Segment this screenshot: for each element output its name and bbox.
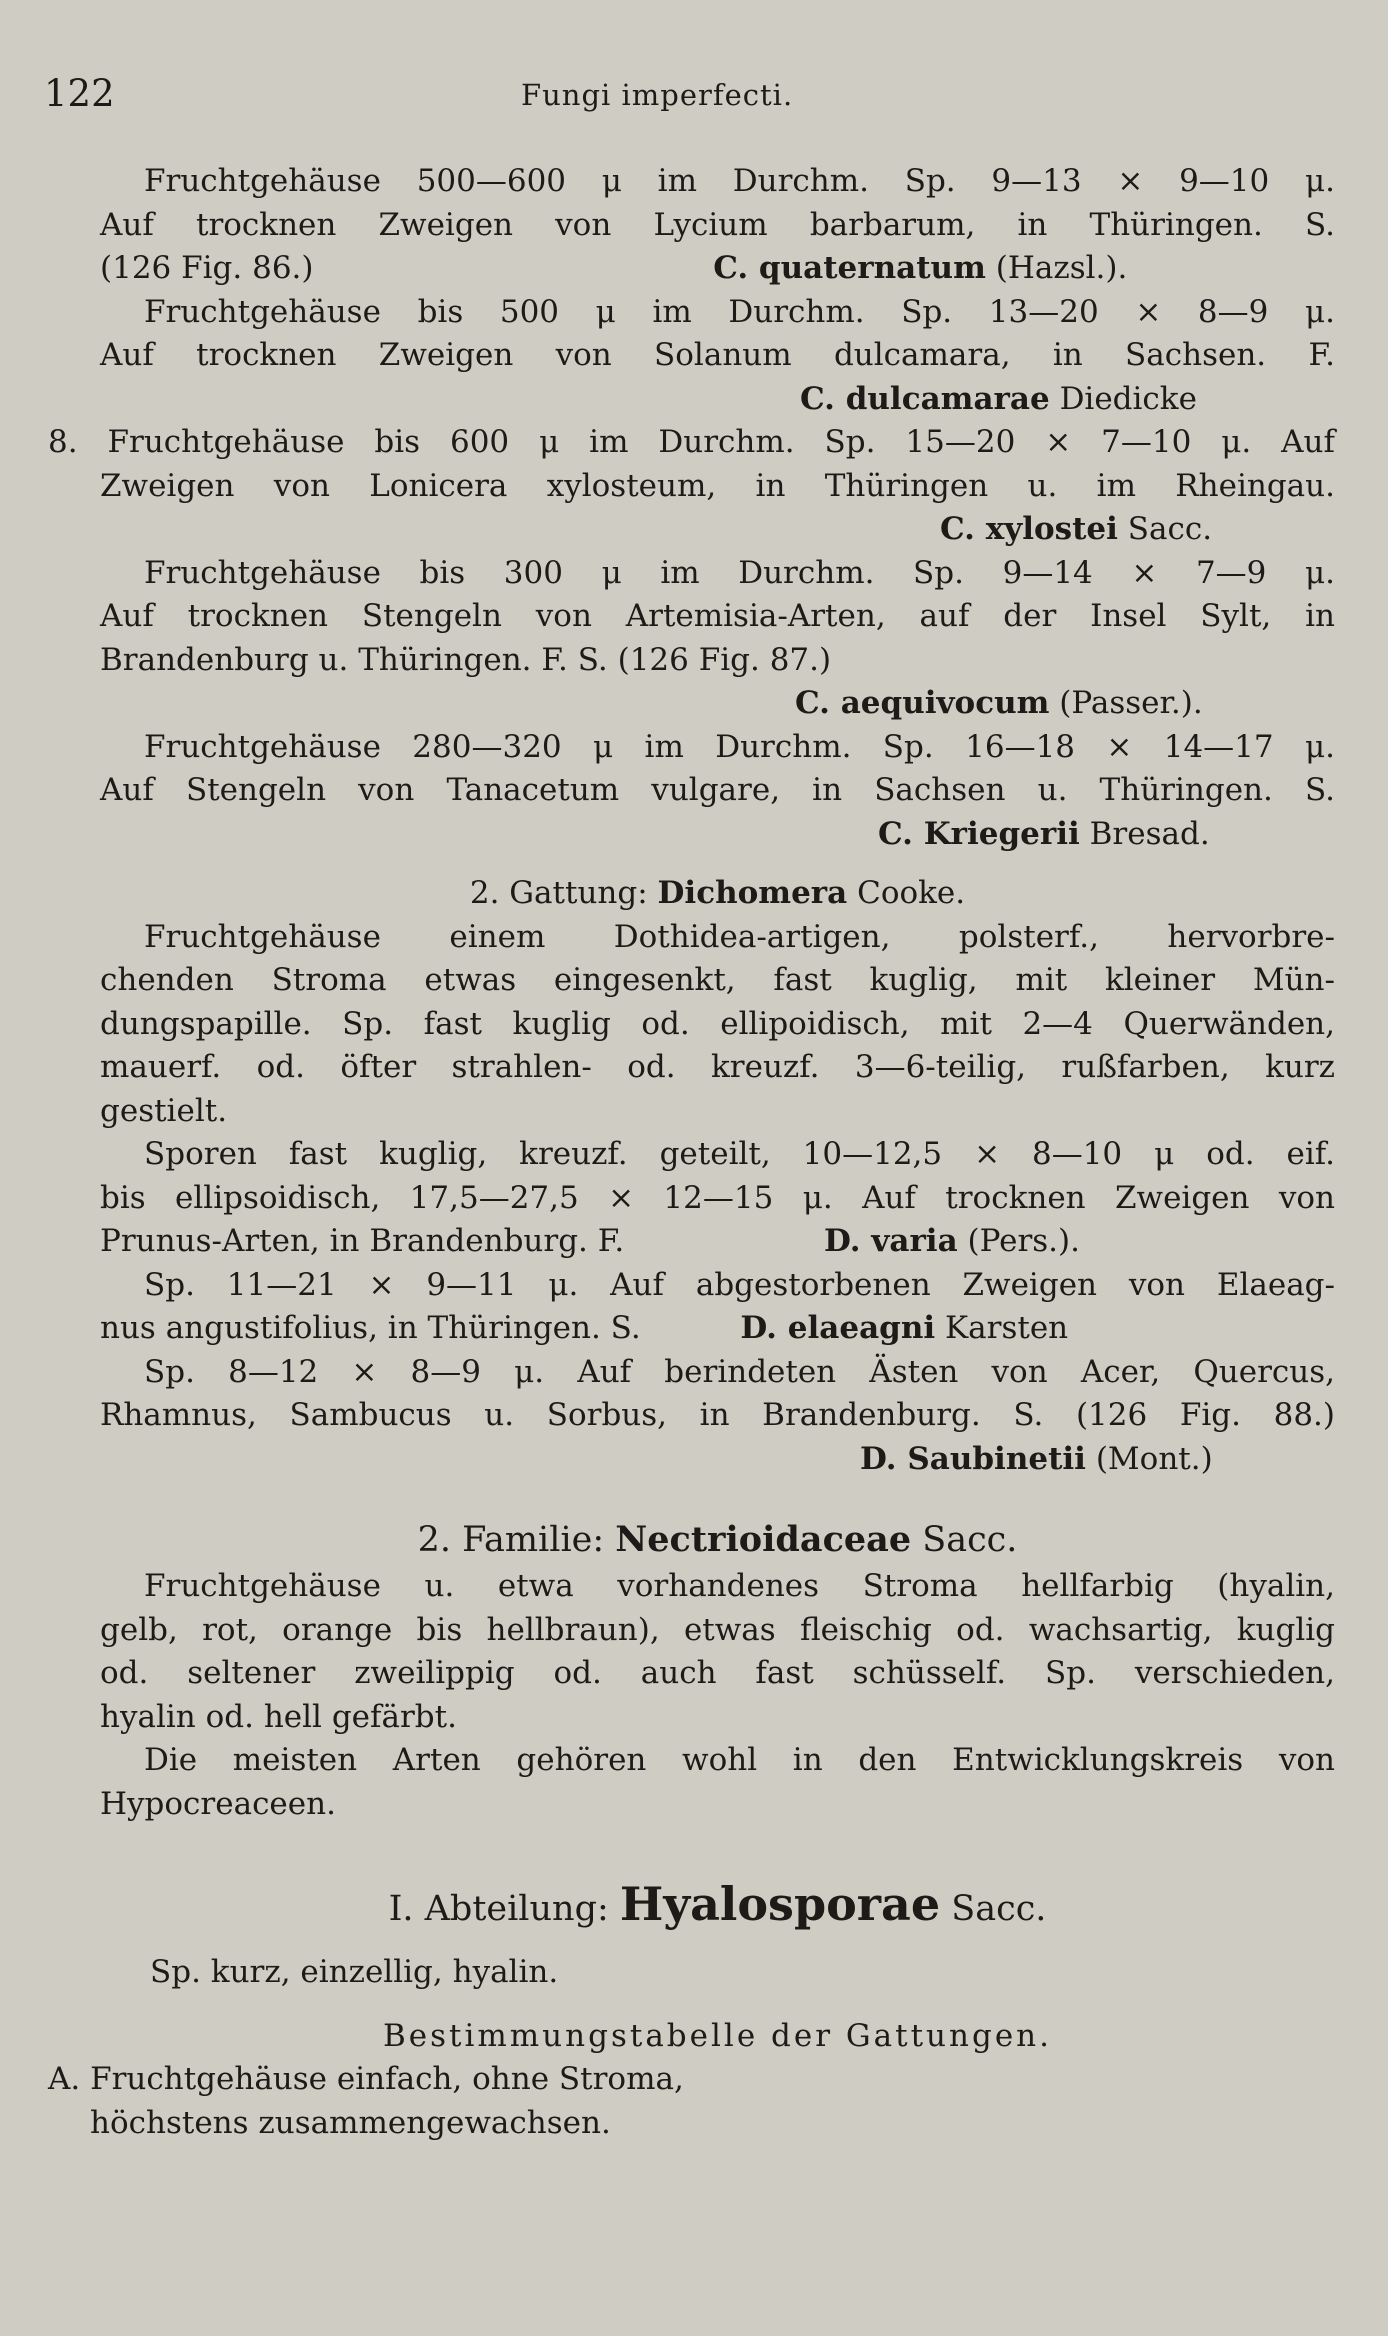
species-line: [100, 1438, 1335, 1482]
text-line: Brandenburg u. Thüringen. F. S. (126 Fig. 87.): [100, 641, 832, 678]
key-table-title: Bestimmungstabelle der Gattungen.: [382, 2017, 1052, 2054]
key-line-8: 8. Fruchtgehäuse bis 600 μ im Durchm. Sp. 15—20 × 7—10 μ. Auf: [48, 424, 1335, 460]
text-line: Zweigen von Lonicera xylosteum, in Thüringen u. im Rheingau.: [100, 467, 1335, 504]
text-line: Sp. kurz, einzellig, hyalin.: [150, 1954, 559, 1990]
text-line: hyalin od. hell gefärbt.: [100, 1698, 457, 1735]
text-line: nus angustifolius, in Thüringen. S. D. elaeagni Karsten: [100, 1310, 1069, 1346]
text-line: Hypocreaceen.: [100, 1785, 336, 1822]
text-line: Auf trocknen Zweigen von Solanum dulcamara, in Sachsen. F.: [100, 337, 1335, 373]
key-line-a: A. Fruchtgehäuse einfach, ohne Stroma,: [48, 2061, 684, 2097]
species-name: D. varia: [824, 1223, 958, 1259]
text-line: od. seltener zweilippig od. auch fast schüsself. Sp. verschieden,: [100, 1655, 1335, 1691]
text-line: Fruchtgehäuse einem Dothidea-artigen, polsterf., hervorbre-: [144, 918, 1335, 955]
species-name: C. quaternatum: [713, 250, 986, 286]
text-line: Fruchtgehäuse bis 300 μ im Durchm. Sp. 9—14 × 7—9 μ.: [144, 554, 1335, 591]
species-name: C. dulcamarae: [800, 380, 1050, 417]
species-line: [100, 378, 1335, 422]
text-line: gestielt.: [100, 1092, 228, 1129]
text-line: Rhamnus, Sambucus u. Sorbus, in Brandenburg. S. (126 Fig. 88.): [100, 1397, 1335, 1433]
species-name: C. xylostei: [940, 511, 1118, 547]
species-line: [100, 508, 1335, 552]
text-line: mauerf. od. öfter strahlen- od. kreuzf. 3—6-teilig, rußfarben, kurz: [100, 1049, 1335, 1085]
text-line: gelb, rot, orange bis hellbraun), etwas fleischig od. wachsartig, kuglig: [100, 1611, 1335, 1648]
text-line: Auf trocknen Stengeln von Artemisia-Arten, auf der Insel Sylt, in: [100, 598, 1335, 634]
species-name: D. elaeagni: [740, 1310, 936, 1346]
running-title: Fungi imperfecti.: [521, 78, 794, 112]
text-line: Fruchtgehäuse 280—320 μ im Durchm. Sp. 16—18 × 14—17 μ.: [144, 728, 1335, 765]
text-line: Prunus-Arten, in Brandenburg. F. D. varia (Pers.).: [100, 1223, 1080, 1259]
page-body: [48, 160, 1335, 2145]
text-line: Sp. 8—12 × 8—9 μ. Auf berindeten Ästen von Acer, Quercus,: [144, 1353, 1335, 1390]
species-name: C. Kriegerii: [878, 815, 1080, 852]
species-author: (Hazsl.).: [995, 250, 1128, 286]
page-header: [44, 72, 1328, 122]
species-line: [100, 813, 1335, 857]
text-line: Sp. 11—21 × 9—11 μ. Auf abgestorbenen Zweigen von Elaeag-: [144, 1266, 1335, 1303]
text-line: höchstens zusammengewachsen.: [90, 2104, 611, 2141]
page-number: 122: [44, 72, 115, 115]
species-name: D. Saubinetii: [860, 1440, 1086, 1477]
text-line: Auf trocknen Zweigen von Lycium barbarum, in Thüringen. S.: [100, 206, 1335, 243]
species-author: Karsten: [945, 1310, 1069, 1346]
text-line: Auf Stengeln von Tanacetum vulgare, in Sachsen u. Thüringen. S.: [100, 772, 1335, 808]
genus-heading: 2. Gattung: Dichomera Cooke.: [469, 875, 966, 911]
species-name: C. aequivocum: [795, 685, 1050, 721]
text-line: Sporen fast kuglig, kreuzf. geteilt, 10—12,5 × 8—10 μ od. eif.: [144, 1136, 1335, 1172]
species-author: (Pers.).: [967, 1223, 1080, 1259]
text-line: [100, 247, 1335, 291]
text-line: Fruchtgehäuse u. etwa vorhandenes Stroma hellfarbig (hyalin,: [144, 1568, 1335, 1604]
text-line: bis ellipsoidisch, 17,5—27,5 × 12—15 μ. Auf trocknen Zweigen von: [100, 1179, 1335, 1216]
text-line: Die meisten Arten gehören wohl in den Entwicklungskreis von: [144, 1742, 1335, 1778]
text-line: chenden Stroma etwas eingesenkt, fast kuglig, mit kleiner Mün-: [100, 962, 1335, 998]
text-line: dungspapille. Sp. fast kuglig od. ellipoidisch, mit 2—4 Querwänden,: [100, 1005, 1335, 1042]
species-author: (Mont.): [1095, 1440, 1213, 1477]
text-line: Fruchtgehäuse 500—600 μ im Durchm. Sp. 9—13 × 9—10 μ.: [144, 163, 1335, 199]
species-author: Bresad.: [1089, 815, 1210, 852]
species-author: Diedicke: [1059, 380, 1197, 417]
family-heading: 2. Familie: Nectrioidaceae Sacc.: [417, 1519, 1018, 1560]
species-line: [100, 682, 1335, 726]
species-author: (Passer.).: [1059, 685, 1203, 721]
figure-reference: (126 Fig. 86.): [100, 250, 314, 286]
genus-name: Dichomera: [657, 875, 848, 911]
division-name: Hyalosporae: [619, 1877, 941, 1931]
species-author: Sacc.: [1127, 511, 1213, 547]
division-heading: I. Abteilung: Hyalosporae Sacc.: [388, 1877, 1047, 1931]
family-name: Nectrioidaceae: [615, 1519, 912, 1560]
text-line: Fruchtgehäuse bis 500 μ im Durchm. Sp. 13—20 × 8—9 μ.: [144, 293, 1335, 330]
